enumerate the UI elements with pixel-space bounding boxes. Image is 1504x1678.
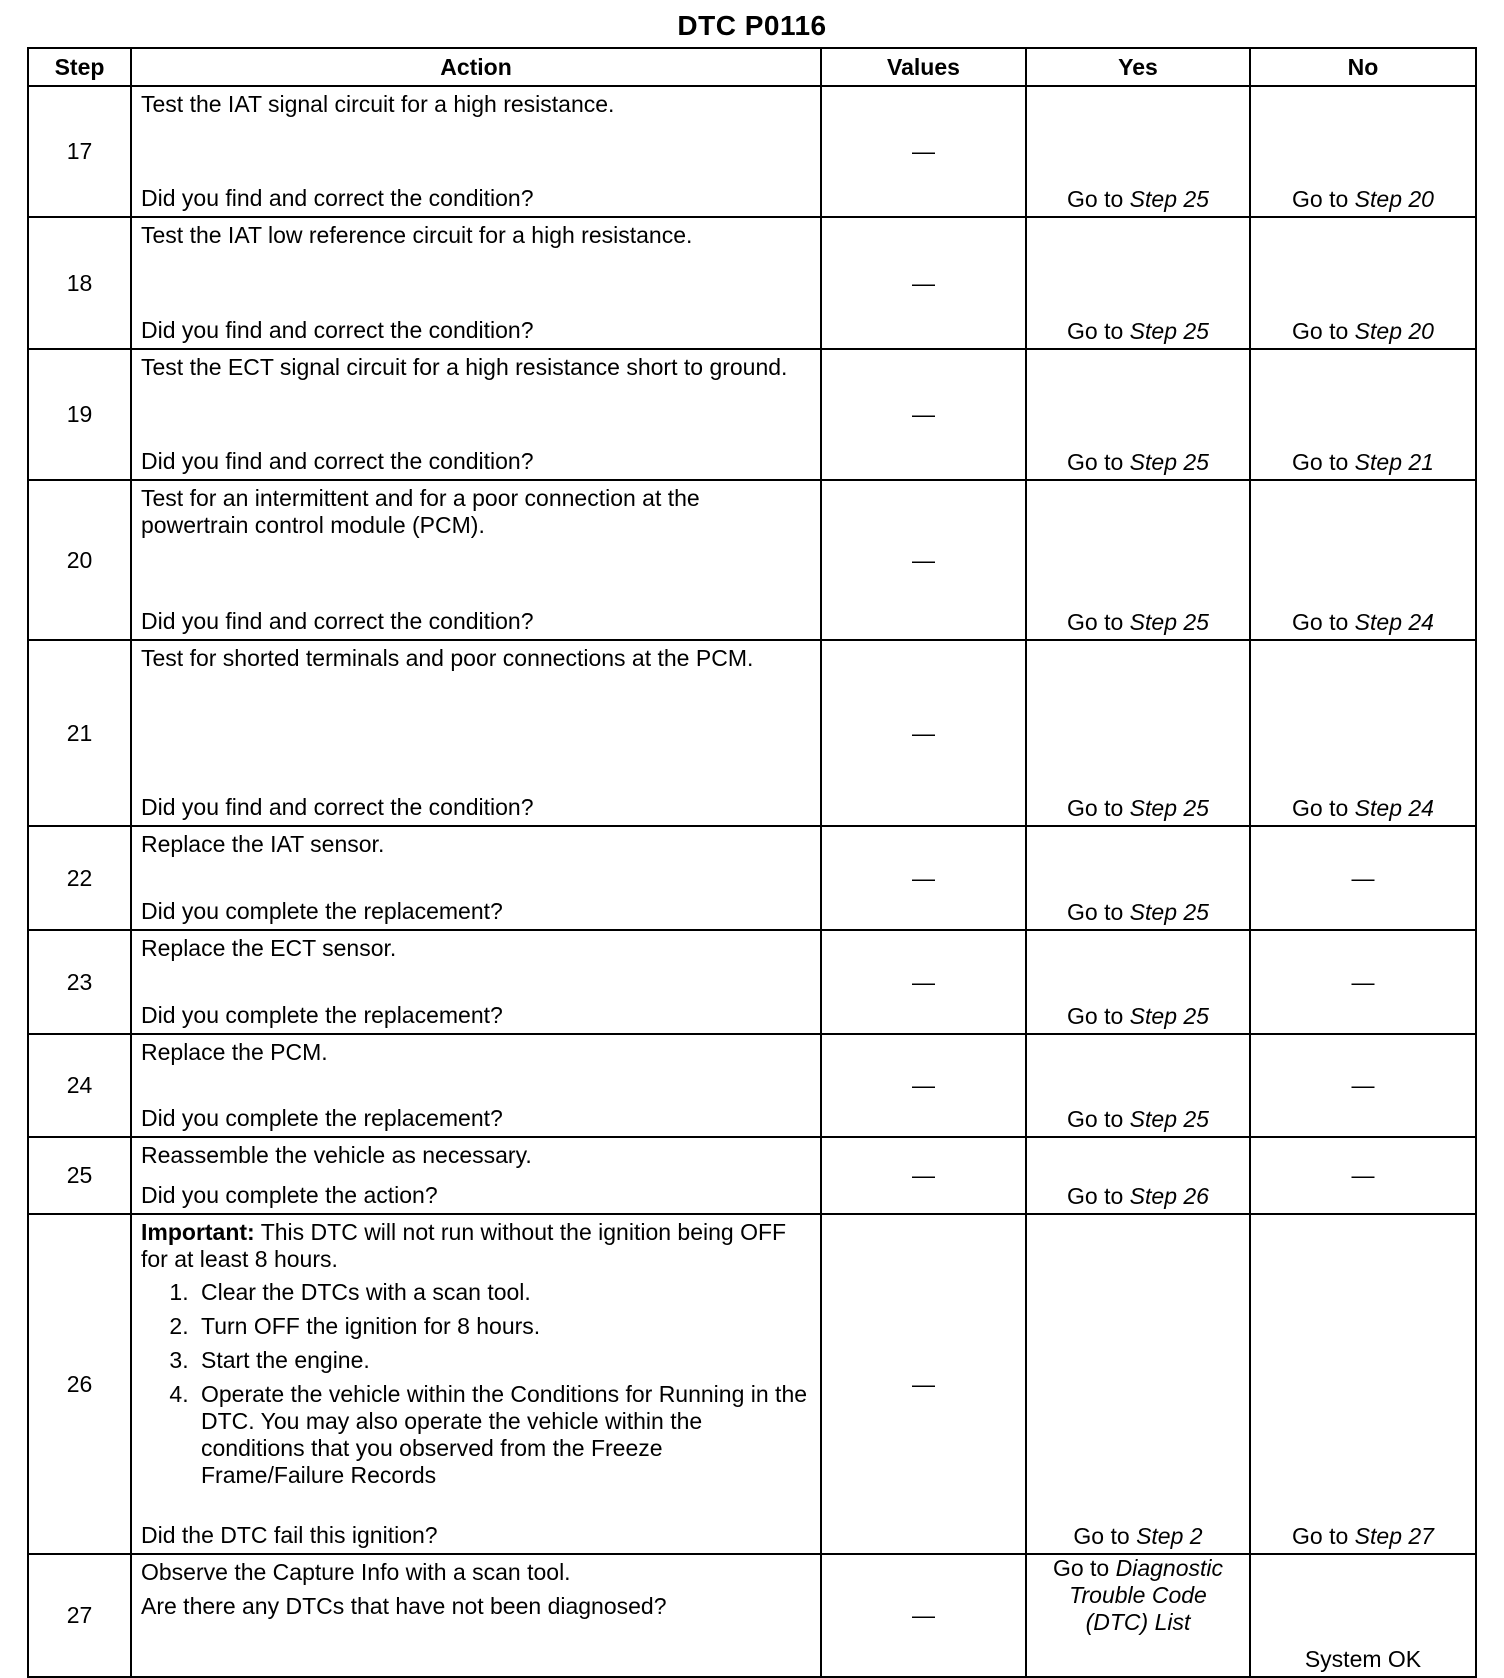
no-step-link[interactable]: Step 21	[1354, 449, 1434, 475]
table-row	[28, 930, 1476, 1034]
yes-step-link[interactable]: Step 25	[1129, 318, 1209, 344]
yes-step-link[interactable]: Step 25	[1129, 795, 1209, 821]
yes-cell	[1026, 1034, 1250, 1137]
action-question: Did you complete the replacement?	[141, 1002, 503, 1028]
no-cell	[1250, 1034, 1476, 1137]
values-cell: —	[821, 349, 1026, 480]
no-cell	[1250, 480, 1476, 640]
yes-step-link[interactable]: Step 25	[1129, 1106, 1209, 1132]
no-prefix: Go to	[1292, 609, 1355, 635]
yes-prefix: Go to	[1067, 795, 1130, 821]
yes-step-link[interactable]: Step 26	[1129, 1183, 1209, 1209]
values-cell: —	[821, 1554, 1026, 1677]
table-row	[28, 826, 1476, 930]
procedure-item: 4. Operate the vehicle within the Conditions for Running in the DTC. You may also operate the vehicle within the conditions that you observed from the Freeze Frame/Failure Records	[195, 1381, 812, 1489]
yes-step-link[interactable]: Step 25	[1129, 609, 1209, 635]
no-step-link[interactable]: Step 24	[1354, 795, 1434, 821]
action-question: Did you find and correct the condition?	[141, 608, 534, 634]
header-step: Step	[28, 48, 131, 86]
action-question: Did the DTC fail this ignition?	[141, 1522, 438, 1548]
action-question: Did you complete the replacement?	[141, 898, 503, 924]
no-text: System OK	[1304, 1646, 1422, 1672]
step-number: 22	[28, 826, 131, 930]
table-row	[28, 640, 1476, 826]
action-text: Observe the Capture Info with a scan tool.	[141, 1559, 571, 1585]
no-text: —	[1351, 968, 1375, 995]
no-cell	[1250, 826, 1476, 930]
action-cell	[131, 217, 821, 349]
table-row	[28, 480, 1476, 640]
no-cell	[1250, 930, 1476, 1034]
no-cell	[1250, 349, 1476, 480]
action-cell	[131, 349, 821, 480]
action-question: Did you find and correct the condition?	[141, 185, 534, 211]
values-cell: —	[821, 1137, 1026, 1214]
values-cell: —	[821, 640, 1026, 826]
no-cell	[1250, 640, 1476, 826]
action-cell	[131, 1034, 821, 1137]
no-step-link[interactable]: Step 27	[1354, 1523, 1434, 1549]
no-prefix: Go to	[1292, 318, 1355, 344]
yes-cell	[1026, 349, 1250, 480]
action-question: Are there any DTCs that have not been diagnosed?	[141, 1593, 667, 1619]
yes-step-link[interactable]: Step 25	[1129, 186, 1209, 212]
diagnostic-table	[27, 47, 1477, 1678]
action-text: Test the IAT low reference circuit for a high resistance.	[141, 222, 693, 248]
step-number: 18	[28, 217, 131, 349]
yes-step-link[interactable]: Step 25	[1129, 1003, 1209, 1029]
yes-prefix: Go to	[1052, 1555, 1116, 1581]
yes-cell	[1026, 1554, 1250, 1677]
action-cell	[131, 480, 821, 640]
yes-step-link[interactable]: Diagnostic Trouble Code (DTC) List	[1069, 1555, 1224, 1635]
action-text: Replace the IAT sensor.	[141, 831, 385, 857]
important-text: This DTC will not run without the ignition being OFF for at least 8 hours.	[141, 1219, 787, 1272]
step-number: 23	[28, 930, 131, 1034]
values-cell: —	[821, 930, 1026, 1034]
step-number: 27	[28, 1554, 131, 1677]
action-text: Test the IAT signal circuit for a high resistance.	[141, 91, 615, 117]
page-title: DTC P0116	[677, 10, 827, 41]
action-cell	[131, 640, 821, 826]
yes-cell	[1026, 826, 1250, 930]
step-number: 17	[28, 86, 131, 217]
yes-cell	[1026, 930, 1250, 1034]
action-question: Did you find and correct the condition?	[141, 448, 534, 474]
no-prefix: Go to	[1292, 449, 1355, 475]
table-row	[28, 349, 1476, 480]
action-question: Did you find and correct the condition?	[141, 794, 534, 820]
step-number: 19	[28, 349, 131, 480]
yes-cell	[1026, 1137, 1250, 1214]
no-cell	[1250, 1214, 1476, 1554]
yes-cell	[1026, 217, 1250, 349]
table-row	[28, 1034, 1476, 1137]
no-step-link[interactable]: Step 20	[1354, 318, 1434, 344]
no-text: —	[1351, 1072, 1375, 1098]
no-text: —	[1351, 864, 1375, 891]
step-number: 21	[28, 640, 131, 826]
yes-prefix: Go to	[1067, 1106, 1130, 1132]
table-row	[28, 1554, 1476, 1677]
yes-prefix: Go to	[1067, 1003, 1130, 1029]
action-text: Test for shorted terminals and poor connections at the PCM.	[141, 645, 754, 671]
yes-prefix: Go to	[1067, 449, 1130, 475]
no-cell	[1250, 1137, 1476, 1214]
yes-cell	[1026, 640, 1250, 826]
yes-prefix: Go to	[1067, 1183, 1130, 1209]
no-text: —	[1351, 1162, 1375, 1188]
yes-cell	[1026, 86, 1250, 217]
no-prefix: Go to	[1292, 795, 1355, 821]
yes-prefix: Go to	[1073, 1523, 1137, 1549]
no-cell	[1250, 86, 1476, 217]
header-no: No	[1250, 48, 1476, 86]
yes-step-link[interactable]: Step 2	[1136, 1523, 1203, 1549]
header-values: Values	[821, 48, 1026, 86]
no-step-link[interactable]: Step 24	[1354, 609, 1434, 635]
action-cell	[131, 86, 821, 217]
action-question: Did you find and correct the condition?	[141, 317, 534, 343]
no-cell	[1250, 1554, 1476, 1677]
values-cell: —	[821, 1034, 1026, 1137]
action-text: Replace the ECT sensor.	[141, 935, 397, 961]
yes-prefix: Go to	[1067, 609, 1130, 635]
action-question: Did you complete the replacement?	[141, 1105, 503, 1131]
action-question: Did you complete the action?	[141, 1182, 438, 1208]
important-label: Important:	[141, 1219, 255, 1245]
step-number: 25	[28, 1137, 131, 1214]
table-row	[28, 86, 1476, 217]
values-cell: —	[821, 480, 1026, 640]
table-header-row	[28, 48, 1476, 86]
table-row	[28, 1137, 1476, 1214]
yes-step-link[interactable]: Step 25	[1129, 899, 1209, 925]
table-row	[28, 1214, 1476, 1554]
values-cell: —	[821, 826, 1026, 930]
yes-prefix: Go to	[1067, 318, 1130, 344]
values-cell: —	[821, 1214, 1026, 1554]
important-note	[141, 1219, 812, 1273]
no-cell	[1250, 217, 1476, 349]
no-step-link[interactable]: Step 20	[1354, 186, 1434, 212]
action-cell	[131, 826, 821, 930]
procedure-list	[141, 1279, 812, 1489]
yes-prefix: Go to	[1067, 899, 1130, 925]
step-number: 24	[28, 1034, 131, 1137]
header-action: Action	[131, 48, 821, 86]
values-cell: —	[821, 86, 1026, 217]
action-text: Test the ECT signal circuit for a high resistance short to ground.	[141, 354, 788, 380]
header-yes: Yes	[1026, 48, 1250, 86]
action-cell	[131, 1554, 821, 1677]
yes-cell	[1026, 1214, 1250, 1554]
procedure-item: 2. Turn OFF the ignition for 8 hours.	[195, 1313, 812, 1340]
action-text: Replace the PCM.	[141, 1039, 328, 1065]
action-cell	[131, 930, 821, 1034]
yes-step-link[interactable]: Step 25	[1129, 449, 1209, 475]
no-prefix: Go to	[1292, 186, 1355, 212]
action-cell	[131, 1214, 821, 1554]
table-row	[28, 217, 1476, 349]
action-text: Reassemble the vehicle as necessary.	[141, 1142, 532, 1168]
step-number: 20	[28, 480, 131, 640]
procedure-item: 1. Clear the DTCs with a scan tool.	[195, 1279, 812, 1306]
procedure-item: 3. Start the engine.	[195, 1347, 812, 1374]
action-cell	[131, 1137, 821, 1214]
no-prefix: Go to	[1292, 1523, 1355, 1549]
values-cell: —	[821, 217, 1026, 349]
yes-prefix: Go to	[1067, 186, 1130, 212]
step-number: 26	[28, 1214, 131, 1554]
yes-cell	[1026, 480, 1250, 640]
action-text: Test for an intermittent and for a poor connection at the powertrain control module (PCM).	[141, 485, 700, 538]
